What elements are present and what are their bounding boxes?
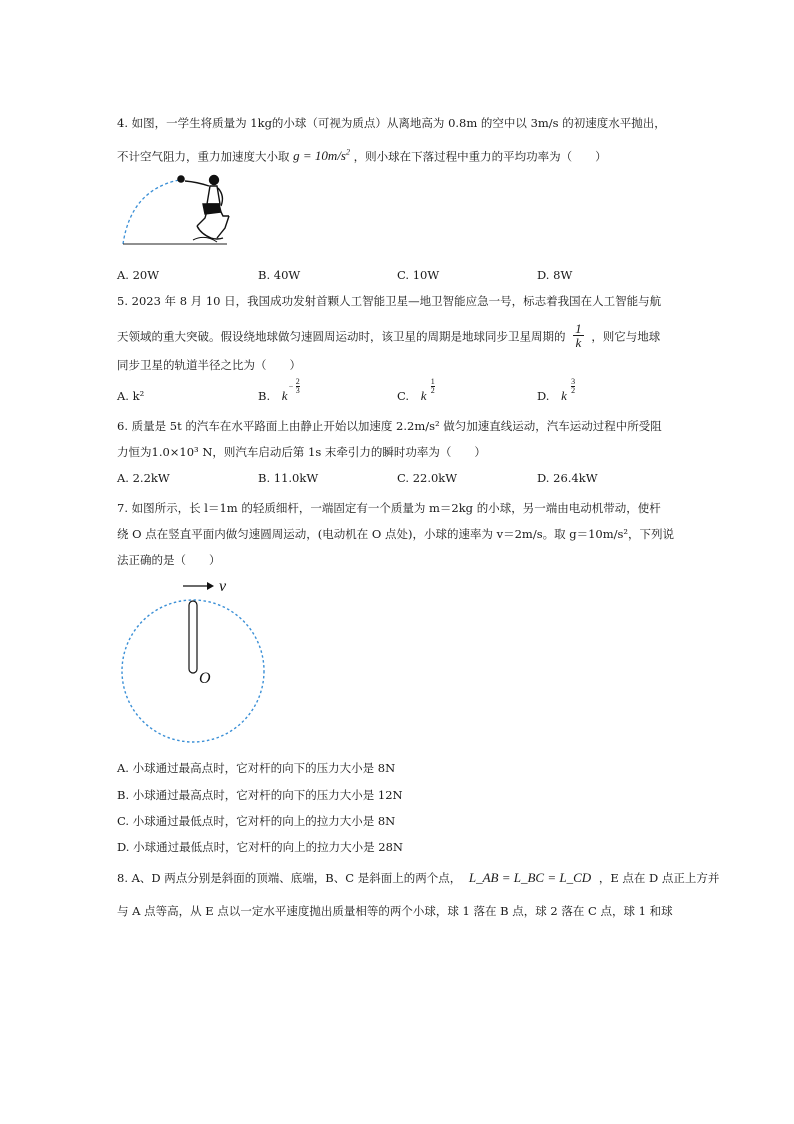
ball [177,175,185,183]
q5-option-d-base: k [561,388,567,403]
q8-length-equation: L_AB = L_BC = L_CD [468,870,592,885]
q4-gravity-formula [293,148,350,163]
trajectory-arc [123,180,179,244]
q4-gravity-exp: 2 [346,148,350,157]
q5-line-1: 5. 2023 年 8 月 10 日，我国成功发射首颗人工智能卫星—地卫智能应急一号，标志着我国在人工智能与航 [117,294,662,308]
q5-line-2 [117,321,661,351]
q7-line-1: 7. 如图所示，长 l＝1m 的轻质细杆，一端固定有一个质量为 m＝2kg 的小球，另一端由电动机带动，使杆 [117,501,661,515]
q5-option-d-label: D. [537,389,550,403]
q5-option-b[interactable] [258,377,300,404]
q7-figure-rod-circle [117,575,277,748]
rod-circle-diagram [117,575,277,745]
student-throwing-illustration [117,168,257,258]
q5-option-a[interactable]: A. k² [117,389,145,403]
q6-option-b[interactable]: B. 11.0kW [258,471,319,485]
q7-line-3: 法正确的是（ ） [117,553,221,567]
q5-option-d-power [561,377,576,403]
q5-option-d[interactable] [537,377,576,404]
q4-line-2 [117,145,607,164]
q7-line-2: 绕 O 点在竖直平面内做匀速圆周运动，(电动机在 O 点处)，小球的速率为 v＝2m/s。取 g＝10m/s²，下列说 [117,527,675,541]
q4-line-2-text-b: ，则小球在下落过程中重力的平均功率为（ ） [353,149,607,164]
q4-option-c[interactable]: C. 10W [397,268,440,282]
q6-option-d[interactable]: D. 26.4kW [537,471,598,485]
q6-line-2: 力恒为1.0×10³ N，则汽车启动后第 1s 末牵引力的瞬时功率为（ ） [117,445,486,459]
q7-option-d[interactable]: D. 小球通过最低点时，它对杆的向上的拉力大小是 28N [117,840,403,854]
q7-option-a[interactable]: A. 小球通过最高点时，它对杆的向下的压力大小是 8N [117,761,396,775]
q5-period-fraction [573,322,584,349]
q5-option-c-exp-num: 1 [430,377,435,386]
q4-line-2-text-a: 不计空气阻力，重力加速度大小取 [117,149,290,164]
q6-option-a[interactable]: A. 2.2kW [117,471,170,485]
q4-gravity-value: g = 10m/s [293,148,346,164]
velocity-arrow-head [207,582,214,590]
q5-option-b-base: k [281,388,288,403]
q4-figure-student-throw [117,168,257,261]
pivot-label-o: O [199,670,211,687]
q4-line-1: 4. 如图，一学生将质量为 1kg的小球（可视为质点）从离地高为 0.8m 的空中以 3m/s 的初速度水平抛出， [117,116,666,130]
q5-option-b-exponent [288,377,300,395]
q5-option-d-exp-den: 2 [571,386,576,395]
q6-line-1: 6. 质量是 5t 的汽车在水平路面上由静止开始以加速度 2.2m/s² 做匀加速直线运动，汽车运动过程中所受阻 [117,419,662,433]
q6-option-c[interactable]: C. 22.0kW [397,471,458,485]
q5-option-d-exponent [571,378,575,395]
q5-line-2-text-b: ，则它与地球 [591,329,661,344]
q5-option-c-exponent [431,378,435,395]
q4-option-a[interactable]: A. 20W [117,268,160,282]
q5-option-c-base: k [420,388,427,403]
rod [189,601,197,673]
q5-line-3: 同步卫星的轨道半径之比为（ ） [117,358,301,372]
q5-option-c-power [420,377,435,403]
student-figure [185,176,229,243]
q5-fraction-denominator: k [575,335,582,350]
q5-option-d-exp-num: 3 [571,377,576,386]
q5-option-b-sign: − [288,382,294,391]
q5-option-b-exp-num: 2 [295,377,300,386]
q5-option-b-exp-den: 3 [295,386,300,395]
velocity-label: v [219,578,227,595]
q7-option-b[interactable]: B. 小球通过最高点时，它对杆的向下的压力大小是 12N [117,788,403,802]
q8-line-2: 与 A 点等高，从 E 点以一定水平速度抛出质量相等的两个小球，球 1 落在 B 点，球 2 落在 C 点，球 1 和球 [117,904,673,918]
q4-option-d[interactable]: D. 8W [537,268,573,282]
q8-line-1-text-b: ，E 点在 D 点正上方并 [598,871,720,885]
q8-line-1-text-a: 8. A、D 两点分别是斜面的顶端、底端，B、C 是斜面上的两个点， [117,871,462,885]
q8-line-1 [117,870,719,886]
q7-option-c[interactable]: C. 小球通过最低点时，它对杆的向上的拉力大小是 8N [117,814,396,828]
q4-option-b[interactable]: B. 40W [258,268,301,282]
q5-option-c-exp-den: 2 [430,386,435,395]
q5-option-b-power [281,377,300,403]
q5-option-c-label: C. [397,389,410,403]
q5-option-c[interactable] [397,377,435,404]
q5-fraction-numerator: 1 [575,321,582,336]
q5-option-b-label: B. [258,389,271,403]
q5-line-2-text-a: 天领域的重大突破。假设绕地球做匀速圆周运动时，该卫星的周期是地球同步卫星周期的 [117,329,566,344]
